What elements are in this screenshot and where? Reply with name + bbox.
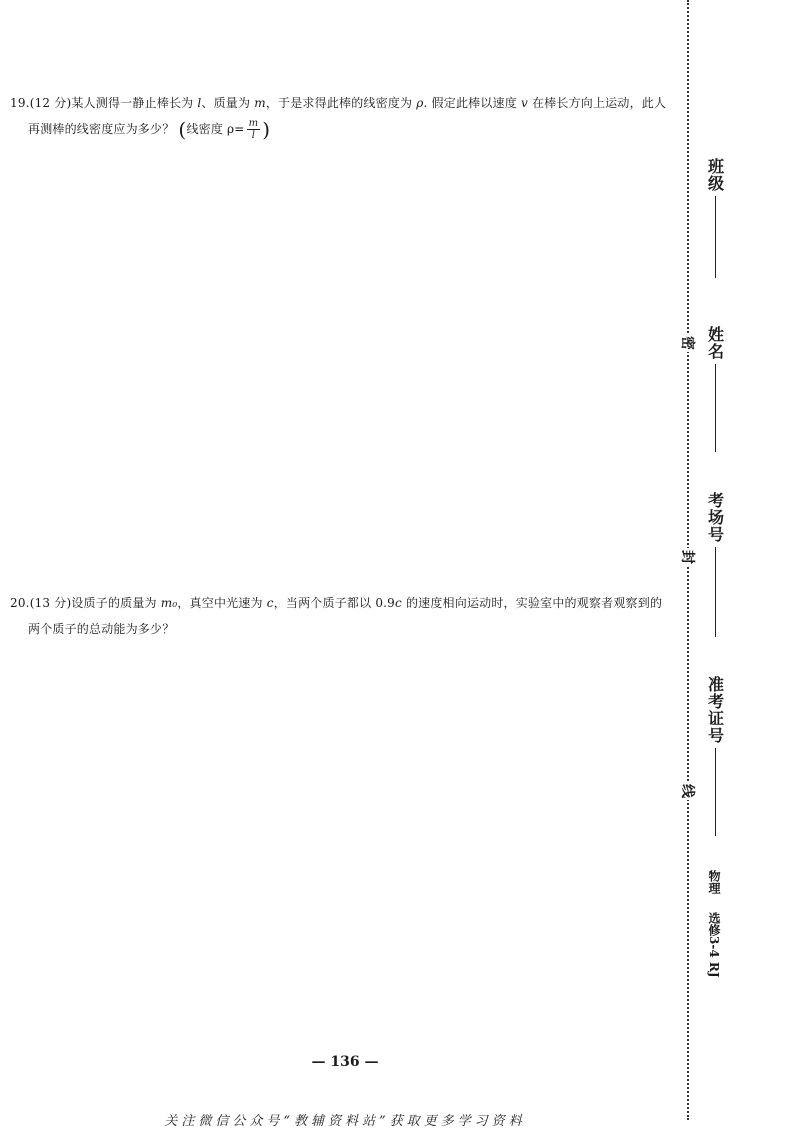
question-19-line-2 — [10, 116, 680, 143]
seal-mark-xian: 线 — [679, 784, 695, 798]
admission-number-blank[interactable] — [715, 748, 716, 836]
question-text: 、质量为 — [201, 96, 255, 110]
seal-mark-mi: 密 — [679, 336, 695, 350]
question-text: 设质子的质量为 — [71, 596, 161, 610]
question-19-line-1 — [10, 90, 680, 116]
exam-room-field — [704, 492, 726, 637]
page-number: — 136 — — [311, 1054, 379, 1070]
question-text: ，当两个质子都以 0.9 — [273, 596, 396, 610]
question-text: 某人测得一静止棒长为 — [71, 96, 198, 110]
question-text: 的速度相向运动时，实验室中的观察者观察到的 — [401, 596, 663, 610]
name-label: 姓名 — [705, 326, 725, 360]
question-number: 20. — [10, 596, 30, 610]
class-label: 班级 — [705, 158, 725, 192]
class-blank[interactable] — [715, 196, 716, 278]
variable-c: c — [266, 596, 274, 610]
density-hint: 线密度 ρ= — [186, 122, 245, 136]
question-text: 再测棒的线密度应为多少？ — [28, 122, 175, 136]
variable-v: v — [520, 96, 528, 110]
class-field — [704, 158, 726, 278]
variable-m: m — [254, 96, 266, 110]
exam-room-blank[interactable] — [715, 547, 716, 637]
question-number: 19. — [10, 96, 30, 110]
variable-rho: ρ — [416, 96, 424, 110]
question-score: (13 分) — [29, 596, 72, 610]
name-blank[interactable] — [715, 364, 716, 452]
fraction-denominator: l — [251, 130, 256, 141]
hint-paren-close: ) — [262, 117, 271, 142]
question-score: (12 分) — [29, 96, 72, 110]
question-20-line-1 — [10, 590, 680, 616]
density-fraction — [247, 118, 261, 141]
fraction-numerator: m — [248, 118, 259, 129]
name-field — [704, 326, 726, 452]
variable-m0: m₀ — [160, 596, 178, 610]
question-text: ，于是求得此棒的线密度为 — [265, 96, 417, 110]
module-name: 选修3-4 RJ — [707, 912, 721, 978]
question-text: ，真空中光速为 — [177, 596, 267, 610]
footer-note: 关注微信公众号“教辅资料站”获取更多学习资料 — [164, 1114, 526, 1129]
hint-paren-open: ( — [178, 117, 187, 142]
question-19 — [10, 90, 680, 143]
variable-l: l — [197, 96, 202, 110]
subject-label — [706, 870, 723, 992]
question-20-line-2: 两个质子的总动能为多少？ — [28, 622, 175, 636]
exam-room-label: 考场号 — [705, 492, 725, 543]
variable-c: c — [395, 596, 402, 610]
admission-number-field — [704, 676, 726, 836]
seal-mark-feng: 封 — [679, 550, 695, 564]
question-text: 在棒长方向上运动，此人 — [527, 96, 667, 110]
question-text: . 假定此棒以速度 — [423, 96, 521, 110]
subject-name: 物理 — [707, 870, 721, 894]
question-20 — [10, 590, 680, 642]
admission-number-label: 准考证号 — [705, 676, 725, 744]
